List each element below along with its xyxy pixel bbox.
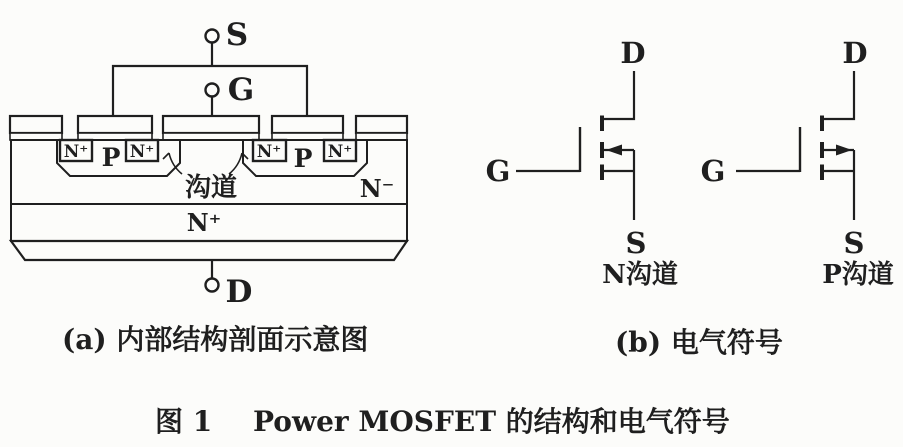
gate-terminal-label: G [227,72,255,108]
p-region-label: P [101,143,121,172]
source-terminal [113,17,307,116]
gate-electrode [163,116,259,133]
channel-annotation [163,153,248,203]
gate-terminal-label: G [485,154,511,188]
drain-metal-electrode [11,241,407,260]
n-channel-symbol-label: N沟道 [602,260,678,290]
drain-terminal-label: D [225,274,253,310]
channel-label: 沟道 [184,173,238,203]
panel-a-structure [10,17,407,356]
panel-a-caption: (a) 内部结构剖面示意图 [62,323,369,356]
metal-electrode-5 [356,116,407,133]
n-plus-region-label: N⁺ [129,142,155,162]
n-channel-symbol [486,36,678,290]
gate-terminal-label: G [700,154,726,188]
n-plus-region-label: N⁺ [256,142,282,162]
figure-caption [155,405,730,438]
source-terminal-label: S [625,226,647,260]
drain-terminal [206,260,253,310]
p-well-right [243,140,367,176]
p-channel-symbol [701,36,894,290]
gate-oxide-band [163,133,259,140]
drain-wire [823,71,854,119]
channel-leader-right [229,153,242,174]
top-metal-electrodes [10,116,407,140]
source-terminal-node [206,30,219,43]
figure-caption-number: 图 1 [155,405,213,438]
n-plus-region-label: N⁺ [327,142,353,162]
panel-b-caption: (b) 电气符号 [615,326,783,359]
metal-electrode-2 [78,116,152,133]
panel-b-symbols [486,36,894,359]
drain-terminal-node [206,279,219,292]
drain-terminal-label: D [620,36,646,70]
gate-terminal [206,72,255,116]
drain-wire [603,71,634,119]
p-region-label: P [293,144,313,173]
n-plus-region-label: N⁺ [63,142,89,162]
metal-electrode-4 [272,116,343,133]
gate-terminal-node [206,84,219,97]
p-well-left [57,140,180,176]
metal-electrode-1 [10,116,62,133]
n-minus-region-label: N⁻ [359,174,395,203]
drain-terminal-label: D [842,36,868,70]
figure-caption-title: Power MOSFET 的结构和电气符号 [253,405,730,438]
p-channel-arrow-icon [836,145,852,156]
p-channel-symbol-label: P沟道 [822,260,894,290]
n-channel-arrow-icon [606,145,622,156]
channel-leader-left-barb [163,153,169,159]
oxide-band-5 [356,133,407,140]
oxide-band-1 [10,133,62,140]
source-terminal-label: S [225,17,249,53]
source-terminal-label: S [843,226,865,260]
n-plus-substrate-label: N⁺ [186,208,222,237]
